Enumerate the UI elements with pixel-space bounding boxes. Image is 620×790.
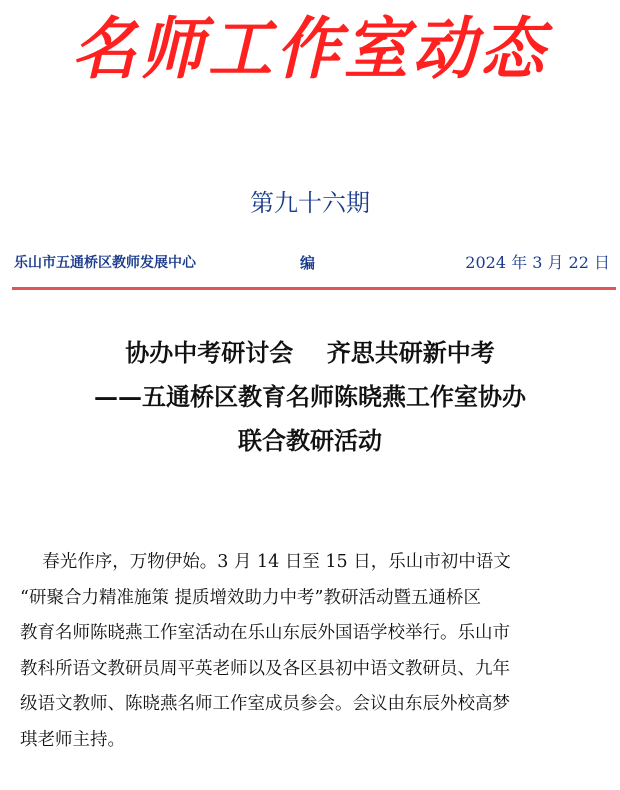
issue-number: 第九十六期 [250, 189, 370, 217]
body-line: “研聚合力精准施策 提质增效助力中考”教研活动暨五通桥区 [20, 587, 481, 608]
header-divider [12, 287, 616, 290]
article-body [20, 545, 604, 758]
headline-line: 协办中考研讨会 齐思共研新中考 [125, 338, 495, 367]
headline-line: 联合教研活动 [238, 426, 382, 455]
headline-line: ——五通桥区教育名师陈晓燕工作室协办 [94, 382, 526, 411]
editor-role: 编 [300, 254, 316, 272]
editor-line [14, 252, 610, 274]
body-line: 教育名师陈晓燕工作室活动在乐山东辰外国语学校举行。乐山市 [20, 623, 510, 643]
masthead-title: 名师工作室动态 [72, 11, 548, 89]
editor-organization: 乐山市五通桥区教师发展中心 [14, 255, 196, 271]
publish-date: 2024 年 3 月 22 日 [465, 253, 610, 272]
body-line: 教科所语文教研员周平英老师以及各区县初中语文教研员、九年 [20, 658, 510, 679]
article-headline [0, 331, 620, 463]
body-line: 级语文教师、陈晓燕名师工作室成员参会。会议由东辰外校高梦 [20, 694, 510, 714]
body-line: 春光作序，万物伊始。3 月 14 日至 15 日，乐山市初中语文 [20, 552, 511, 572]
body-line: 琪老师主持。 [20, 729, 125, 750]
